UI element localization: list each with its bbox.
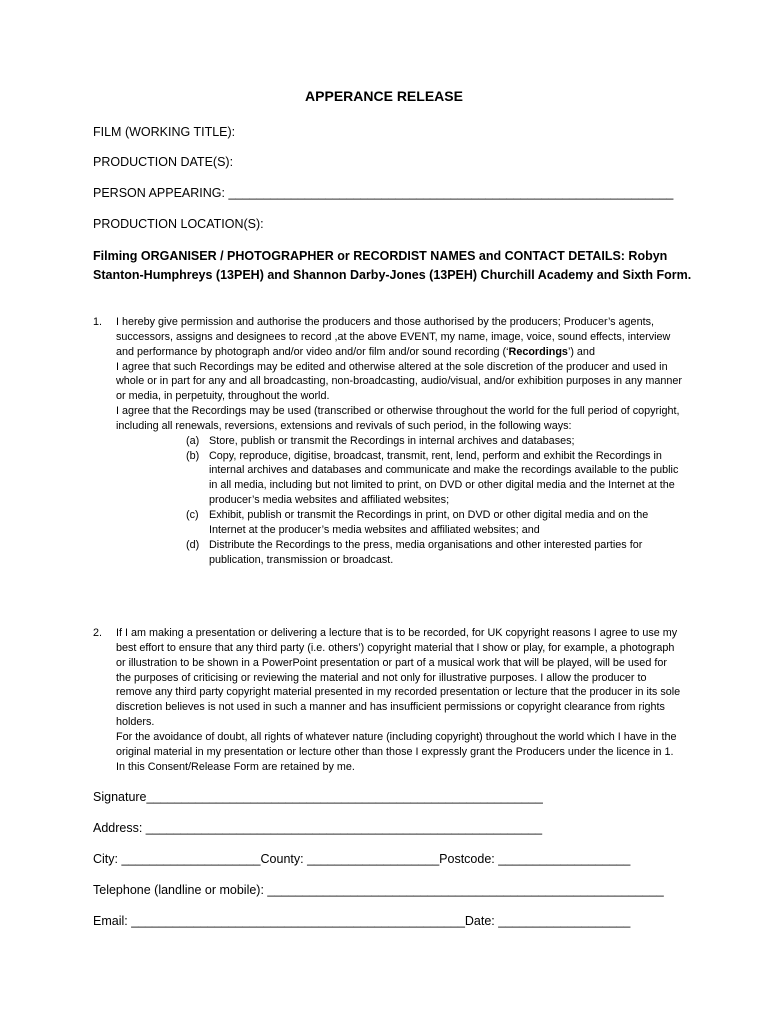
usage-item-a: (a) Store, publish or transmit the Recordings in internal archives and databases;: [186, 434, 575, 447]
clause-1-number: 1.: [93, 316, 103, 328]
address-field: Address: _________________________________________________________: [93, 821, 543, 835]
telephone-field: Telephone (landline or mobile): _________________________________________________________: [93, 883, 664, 897]
clause-2-number: 2.: [93, 627, 103, 639]
recordings-term: Recordings: [508, 345, 568, 358]
city-county-postcode-field: City: ____________________County: ___________________Postcode: ___________________: [93, 852, 631, 866]
usage-item-b: (b) Copy, reproduce, digitise, broadcast, transmit, rent, lend, perform and exhibit the Recordings in internal archives and databases and communicate and make the recordings available to the public in all media, including but not limited to print, on DVD or other digital media and the Internet at the producer’s media websites and affiliated websites;: [186, 449, 679, 507]
clause-1-body: [116, 315, 683, 567]
production-dates-field: PRODUCTION DATE(S):: [93, 155, 234, 169]
person-appearing-field: PERSON APPEARING: ________________________________________________________________: [93, 186, 674, 200]
contact-line-1: Filming ORGANISER / PHOTOGRAPHER or RECORDIST NAMES and CONTACT DETAILS: Robyn: [93, 249, 668, 263]
clause-1: [93, 315, 683, 567]
production-locations-field: PRODUCTION LOCATION(S):: [93, 217, 264, 231]
clause-2-body: [116, 626, 683, 774]
usage-item-c: (c) Exhibit, publish or transmit the Recordings in print, on DVD or other digital media and on the Internet at the producer’s media websites and affiliated websites; and: [186, 508, 649, 536]
usage-list: [116, 434, 683, 568]
clause-2-paragraph-1: If I am making a presentation or delivering a lecture that is to be recorded, for UK copyright reasons I agree to use my best effort to ensure that any third party (i.e. others’) copyright material that I show or play, for example, a photograph or illustration to be shown in a PowerPoint presentation or part of a musical work that will be played, will be used for the purposes of criticising or reviewing the material and not only for illustrative purposes. I allow the producer to remove any third party copyright material presented in my recorded presentation or lecture that the producer in its sole discretion believes is not used in such a manner and has insufficient permissions or copyright clearance from rights holders.: [116, 627, 681, 729]
document-title: APPERANCE RELEASE: [305, 88, 463, 104]
clause-2: [93, 626, 683, 774]
clause-1-paragraph-2: I agree that such Recordings may be edited and otherwise altered at the sole discretion of the producer and used in whole or in part for any and all broadcasting, non-broadcasting, audio/visual, and/or exhibition purposes in any manner or media, in perpetuity, throughout the world.: [116, 360, 682, 403]
clause-1-paragraph-1: I hereby give permission and authorise the producers and those authorised by the producers; Producer’s agents, successors, assigns and designees to record ,at the above EVENT, my name, image, voice, sound effects, interview and performance by photograph and/or video and/or film and/or sound recording (‘Recordings’) and: [116, 316, 671, 358]
contact-details: [93, 247, 693, 285]
signature-field: Signature_________________________________________________________: [93, 790, 543, 804]
contact-line-2: Stanton-Humphreys (13PEH) and Shannon Darby-Jones (13PEH) Churchill Academy and Sixth Form.: [93, 268, 692, 282]
usage-item-d: (d) Distribute the Recordings to the press, media organisations and other interested parties for publication, transmission or broadcast.: [186, 538, 643, 566]
clause-2-paragraph-2: For the avoidance of doubt, all rights of whatever nature (including copyright) throughout the world which I have in the original material in my presentation or lecture other than those I expressly grant the Producers under the licence in 1. In this Consent/Release Form are retained by me.: [116, 730, 677, 773]
film-working-title-field: FILM (WORKING TITLE):: [93, 125, 236, 139]
email-date-field: Email: ________________________________________________Date: ___________________: [93, 914, 631, 928]
clause-1-paragraph-3: I agree that the Recordings may be used (transcribed or otherwise throughout the world for the full period of copyright, including all renewals, reversions, extensions and revivals of such period, in the following ways:: [116, 405, 680, 432]
